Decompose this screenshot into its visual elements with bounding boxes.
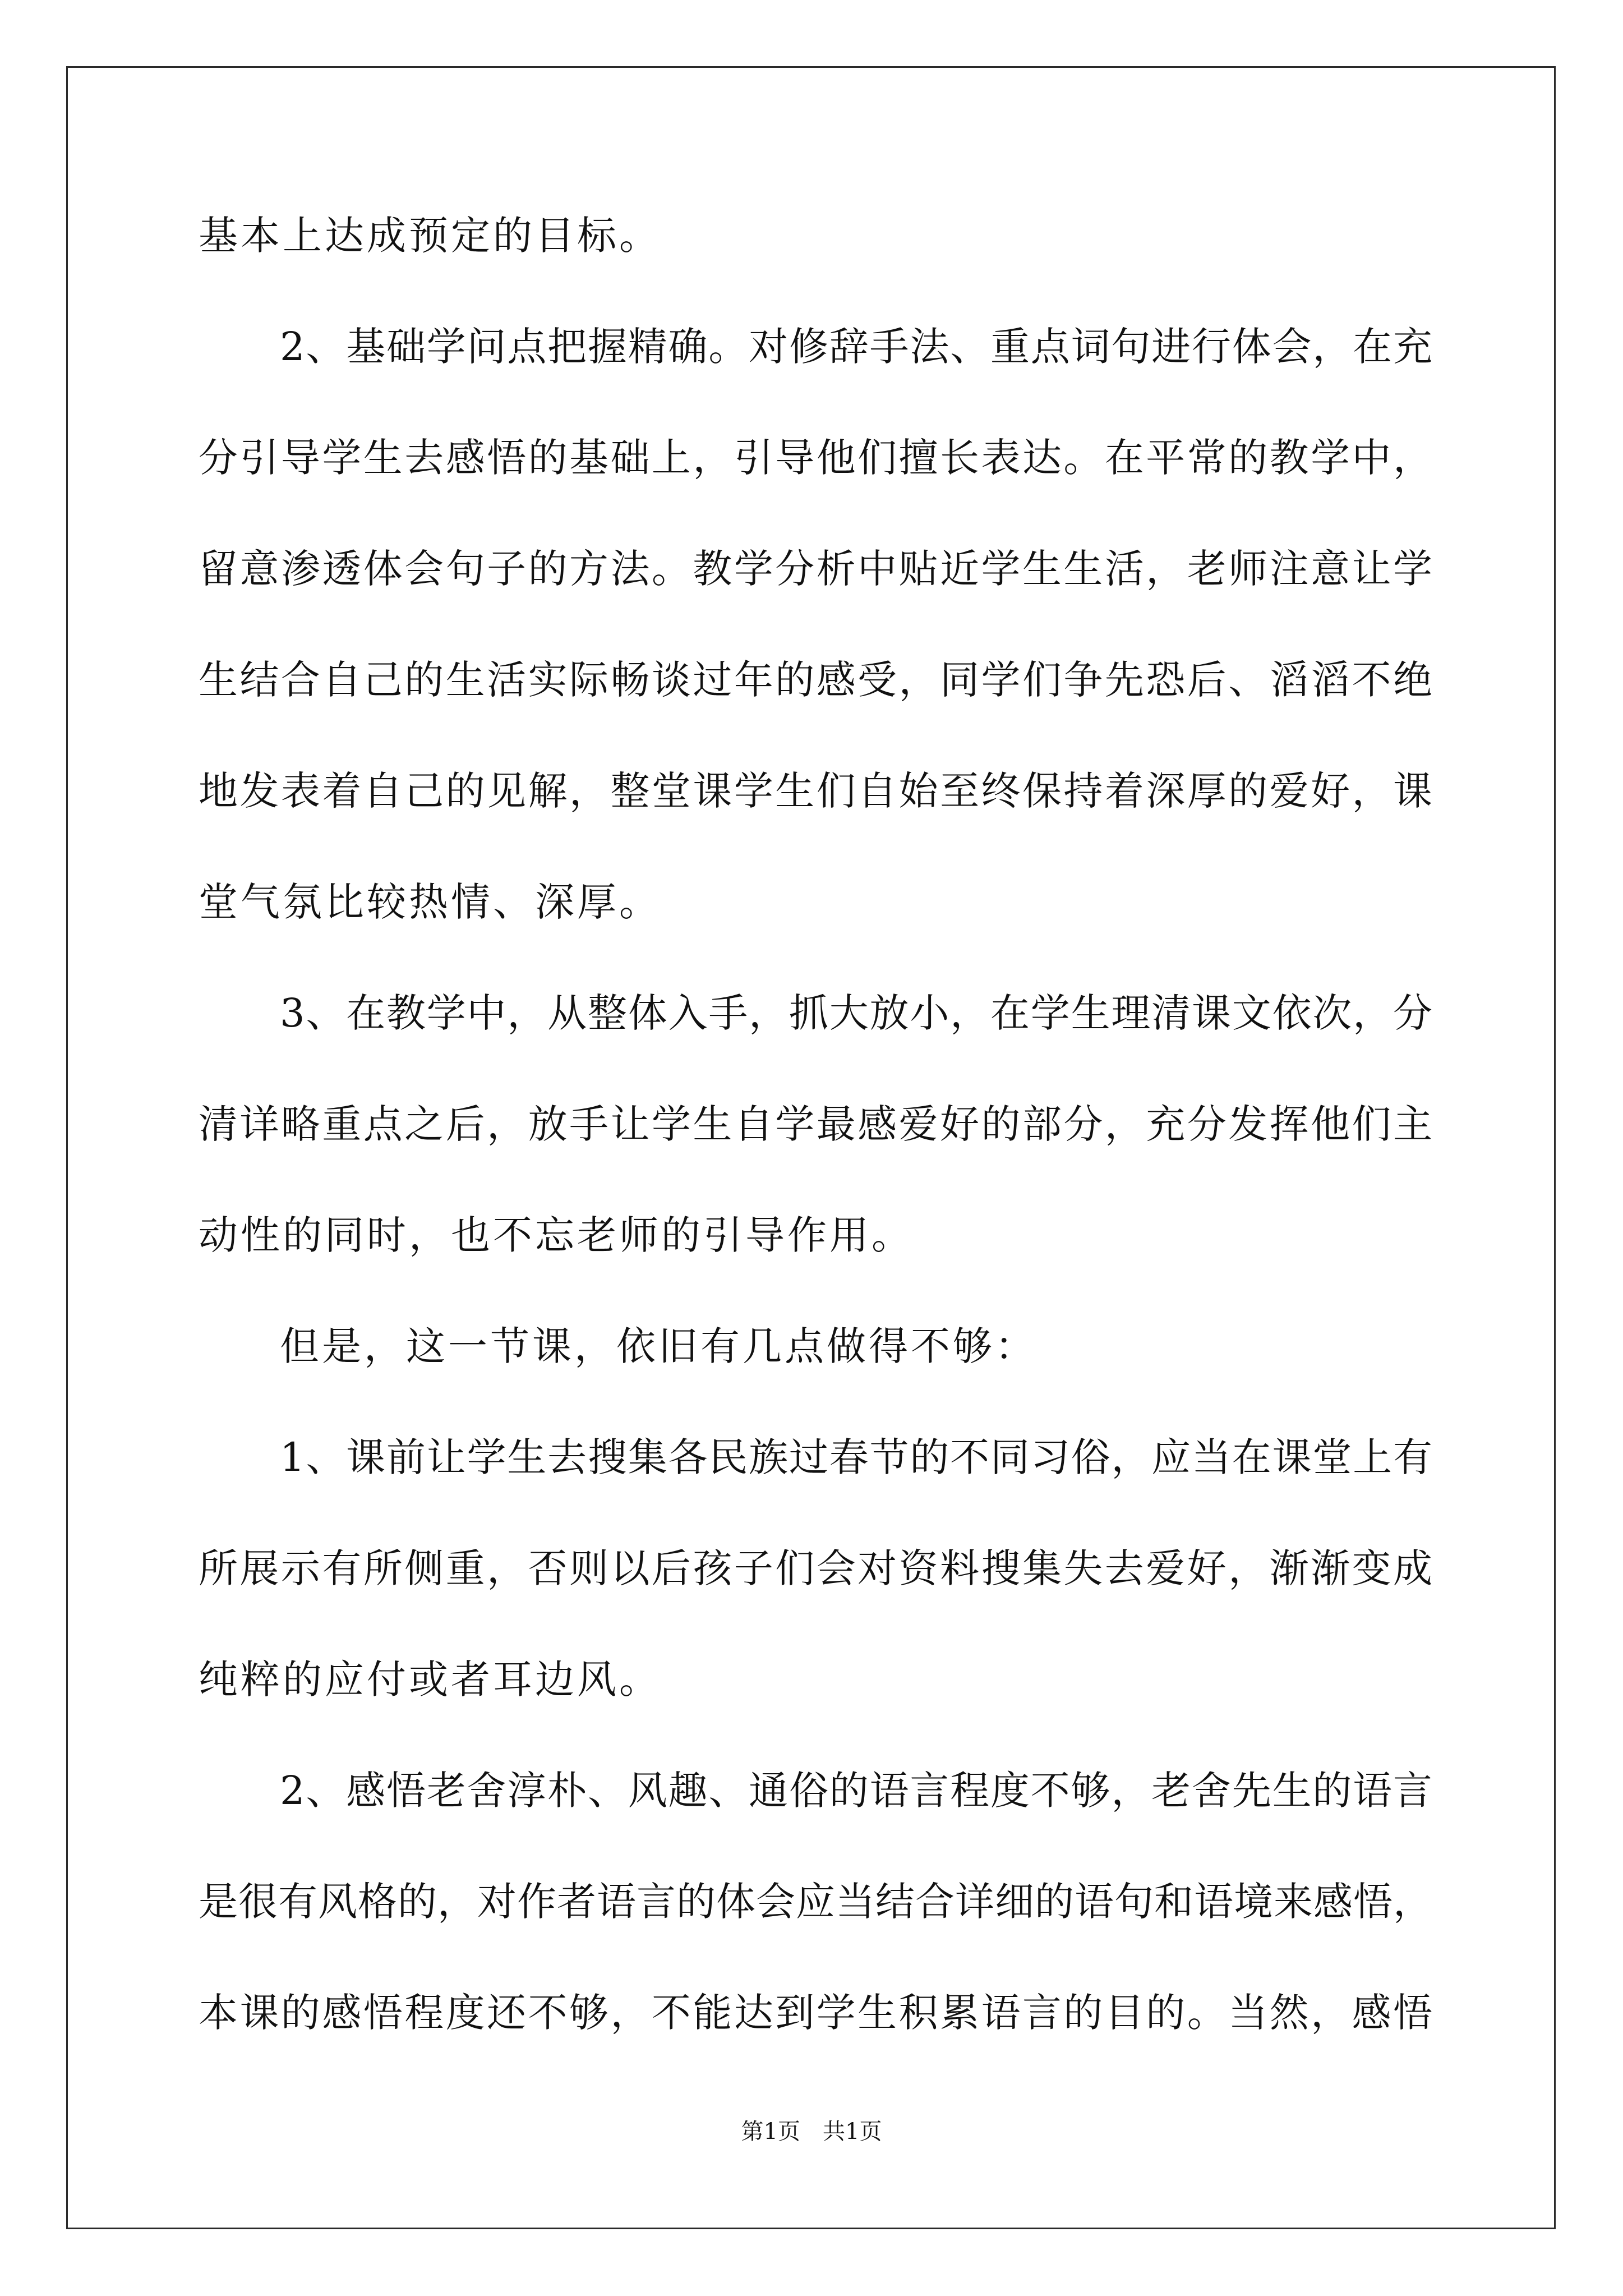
text-line: 基本上达成预定的目标。 bbox=[199, 213, 661, 259]
document-body bbox=[199, 202, 1432, 2090]
text-line: 3、在教学中，从整体入手，抓大放小，在学生理清课文依次，分 bbox=[280, 990, 1432, 1036]
text-line: 生结合自己的生活实际畅谈过年的感受，同学们争先恐后、滔滔不绝 bbox=[199, 657, 1432, 703]
text-line: 动性的同时，也不忘老师的引导作用。 bbox=[199, 1212, 914, 1258]
text-line: 2、基础学问点把握精确。对修辞手法、重点词句进行体会，在充 bbox=[280, 324, 1432, 370]
page-number-footer: 第1页 共1页 bbox=[741, 2119, 882, 2145]
text-line: 留意渗透体会句子的方法。教学分析中贴近学生生活，老师注意让学 bbox=[199, 546, 1432, 592]
text-line: 地发表着自己的见解，整堂课学生们自始至终保持着深厚的爱好，课 bbox=[199, 768, 1432, 814]
text-line: 分引导学生去感悟的基础上，引导他们擅长表达。在平常的教学中， bbox=[199, 435, 1432, 481]
text-line: 所展示有所侧重，否则以后孩子们会对资料搜集失去爱好，渐渐变成 bbox=[199, 1545, 1432, 1591]
text-line: 2、感悟老舍淳朴、风趣、通俗的语言程度不够，老舍先生的语言 bbox=[280, 1768, 1432, 1814]
text-line: 本课的感悟程度还不够，不能达到学生积累语言的目的。当然，感悟 bbox=[199, 1990, 1432, 2036]
text-line: 清详略重点之后，放手让学生自学最感爱好的部分，充分发挥他们主 bbox=[199, 1101, 1432, 1147]
text-line: 但是，这一节课，依旧有几点做得不够： bbox=[280, 1323, 1037, 1369]
text-line: 1、课前让学生去搜集各民族过春节的不同习俗，应当在课堂上有 bbox=[280, 1434, 1432, 1480]
text-line: 纯粹的应付或者耳边风。 bbox=[199, 1657, 661, 1703]
text-line: 堂气氛比较热情、深厚。 bbox=[199, 879, 661, 925]
text-line: 是很有风格的，对作者语言的体会应当结合详细的语句和语境来感悟， bbox=[199, 1879, 1432, 1925]
